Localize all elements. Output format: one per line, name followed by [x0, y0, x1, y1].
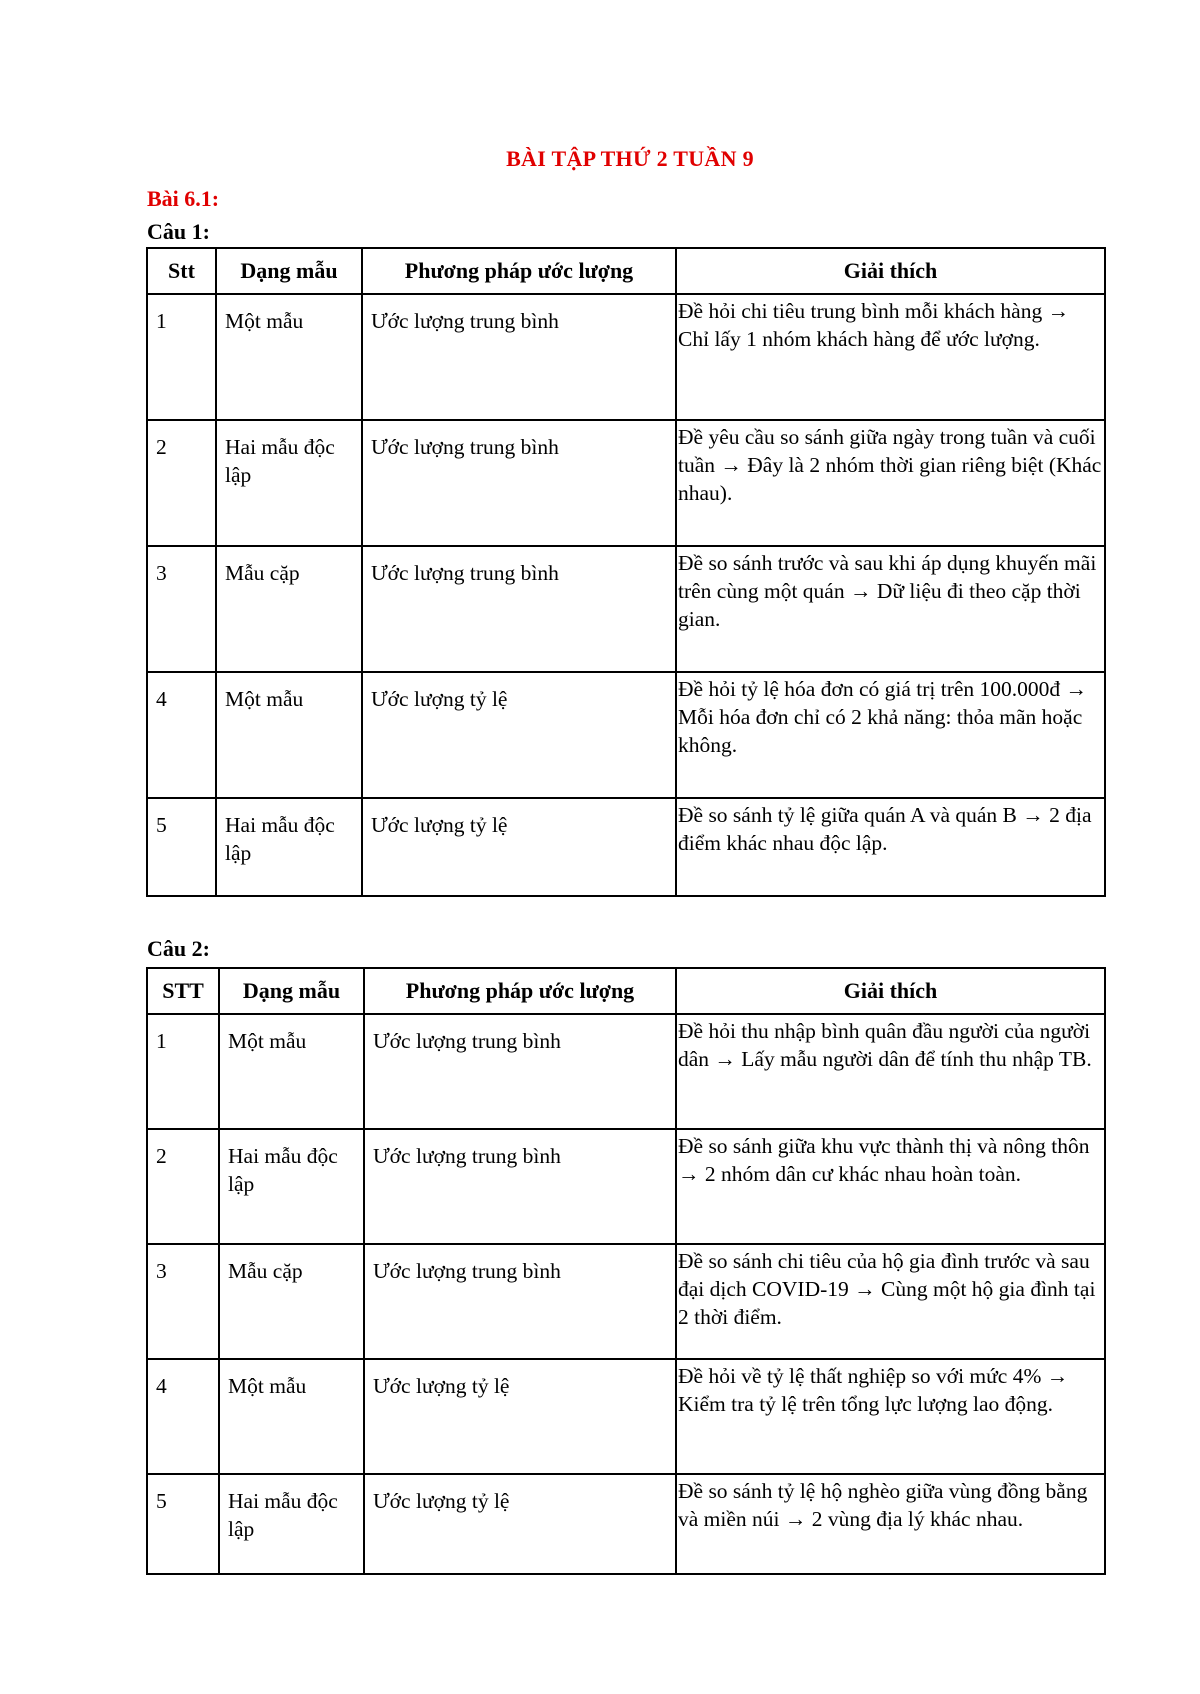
cell-phuong-phap: Ước lượng tỷ lệ: [364, 1359, 676, 1474]
cell-phuong-phap: Ước lượng trung bình: [362, 420, 676, 546]
cell-giai-thich: Đề so sánh trước và sau khi áp dụng khuyến mãi trên cùng một quán → Dữ liệu đi theo cặp thời gian.: [676, 546, 1105, 672]
cell-stt: 5: [147, 1474, 219, 1574]
header-giai-thich: Giải thích: [676, 248, 1105, 294]
cell-phuong-phap: Ước lượng trung bình: [364, 1014, 676, 1129]
exercise-heading: Bài 6.1:: [147, 186, 220, 211]
cell-giai-thich: Đề hỏi thu nhập bình quân đầu người của người dân → Lấy mẫu người dân để tính thu nhập TB.: [676, 1014, 1105, 1129]
cell-dang-mau: Hai mẫu độc lập: [219, 1474, 364, 1574]
cell-stt: 5: [147, 798, 216, 896]
cell-giai-thich: Đề so sánh tỷ lệ hộ nghèo giữa vùng đồng bằng và miền núi → 2 vùng địa lý khác nhau.: [676, 1474, 1105, 1574]
cell-dang-mau: Mẫu cặp: [216, 546, 362, 672]
header-stt: STT: [147, 968, 219, 1014]
table-row: [147, 1474, 1105, 1574]
table-header-row: [147, 248, 1105, 294]
table-row: [147, 1014, 1105, 1129]
cell-dang-mau: Hai mẫu độc lập: [216, 420, 362, 546]
table-row: [147, 420, 1105, 546]
cell-dang-mau: Một mẫu: [216, 294, 362, 420]
cell-phuong-phap: Ước lượng tỷ lệ: [364, 1474, 676, 1574]
cell-stt: 3: [147, 1244, 219, 1359]
cell-stt: 4: [147, 672, 216, 798]
table-row: [147, 1244, 1105, 1359]
table-row: [147, 1359, 1105, 1474]
cell-giai-thich: Đề so sánh tỷ lệ giữa quán A và quán B → 2 địa điểm khác nhau độc lập.: [676, 798, 1105, 896]
cell-phuong-phap: Ước lượng trung bình: [364, 1244, 676, 1359]
table-header-row: [147, 968, 1105, 1014]
header-stt: Stt: [147, 248, 216, 294]
cell-dang-mau: Một mẫu: [219, 1359, 364, 1474]
cell-dang-mau: Một mẫu: [219, 1014, 364, 1129]
cell-dang-mau: Một mẫu: [216, 672, 362, 798]
cell-phuong-phap: Ước lượng tỷ lệ: [362, 672, 676, 798]
table-row: [147, 294, 1105, 420]
cell-giai-thich: Đề yêu cầu so sánh giữa ngày trong tuần và cuối tuần → Đây là 2 nhóm thời gian riêng biệt (Khác nhau).: [676, 420, 1105, 546]
question-2-table: [146, 967, 1106, 1575]
question-2-heading: Câu 2:: [147, 936, 210, 961]
question-1-table: [146, 247, 1106, 897]
cell-giai-thich: Đề hỏi tỷ lệ hóa đơn có giá trị trên 100.000đ → Mỗi hóa đơn chỉ có 2 khả năng: thỏa mãn hoặc không.: [676, 672, 1105, 798]
cell-phuong-phap: Ước lượng trung bình: [364, 1129, 676, 1244]
cell-stt: 1: [147, 294, 216, 420]
header-dang-mau: Dạng mẫu: [216, 248, 362, 294]
cell-stt: 4: [147, 1359, 219, 1474]
table-row: [147, 1129, 1105, 1244]
cell-stt: 2: [147, 420, 216, 546]
header-phuong-phap: Phương pháp ước lượng: [362, 248, 676, 294]
cell-giai-thich: Đề so sánh giữa khu vực thành thị và nông thôn → 2 nhóm dân cư khác nhau hoàn toàn.: [676, 1129, 1105, 1244]
header-dang-mau: Dạng mẫu: [219, 968, 364, 1014]
table-row: [147, 546, 1105, 672]
cell-dang-mau: Mẫu cặp: [219, 1244, 364, 1359]
cell-phuong-phap: Ước lượng tỷ lệ: [362, 798, 676, 896]
cell-giai-thich: Đề hỏi về tỷ lệ thất nghiệp so với mức 4% → Kiểm tra tỷ lệ trên tổng lực lượng lao động.: [676, 1359, 1105, 1474]
header-phuong-phap: Phương pháp ước lượng: [364, 968, 676, 1014]
cell-dang-mau: Hai mẫu độc lập: [216, 798, 362, 896]
cell-giai-thich: Đề so sánh chi tiêu của hộ gia đình trước và sau đại dịch COVID-19 → Cùng một hộ gia đình tại 2 thời điểm.: [676, 1244, 1105, 1359]
cell-dang-mau: Hai mẫu độc lập: [219, 1129, 364, 1244]
cell-giai-thich: Đề hỏi chi tiêu trung bình mỗi khách hàng → Chỉ lấy 1 nhóm khách hàng để ước lượng.: [676, 294, 1105, 420]
cell-stt: 1: [147, 1014, 219, 1129]
page-title: BÀI TẬP THỨ 2 TUẦN 9: [506, 146, 754, 171]
table-row: [147, 672, 1105, 798]
table-row: [147, 798, 1105, 896]
cell-stt: 3: [147, 546, 216, 672]
cell-phuong-phap: Ước lượng trung bình: [362, 294, 676, 420]
cell-stt: 2: [147, 1129, 219, 1244]
cell-phuong-phap: Ước lượng trung bình: [362, 546, 676, 672]
question-1-heading: Câu 1:: [147, 219, 210, 244]
header-giai-thich: Giải thích: [676, 968, 1105, 1014]
